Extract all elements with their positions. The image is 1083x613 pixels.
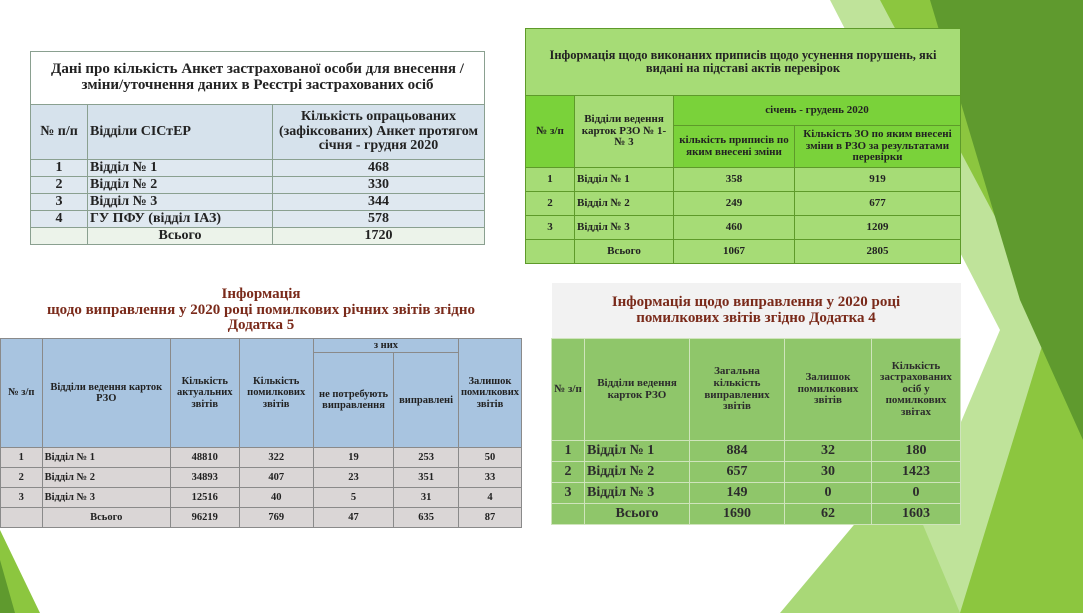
- row-remaining: 33: [458, 468, 521, 488]
- header-errors: Кількість помилкових звітів: [239, 339, 313, 448]
- prescriptions-table: [525, 28, 961, 264]
- row-num: 3: [552, 483, 585, 504]
- row-dept: Відділ № 3: [88, 194, 273, 211]
- row-persons: 1423: [872, 462, 961, 483]
- row-errors: 322: [239, 448, 313, 468]
- row-remaining: 0: [785, 483, 872, 504]
- header-of-them: з них: [313, 339, 458, 353]
- total-row: [526, 240, 961, 264]
- header-persons: Кількість застрахованих осіб у помилкових звітах: [872, 339, 961, 441]
- table-row: [1, 488, 522, 508]
- header-remaining: Залишок помилкових звітів: [458, 339, 521, 448]
- row-c2: 919: [795, 168, 961, 192]
- total-label: Всього: [42, 508, 170, 528]
- total-row: [1, 508, 522, 528]
- prescriptions-table-title: Інформація щодо виконаних приписів щодо усунення порушень, які видані на підставі актів перевірок: [526, 29, 961, 96]
- row-nofix: 5: [313, 488, 393, 508]
- header-total: Загальна кількість виправлених звітів: [690, 339, 785, 441]
- table-row: [31, 160, 485, 177]
- row-actual: 12516: [170, 488, 239, 508]
- total-total: 1690: [690, 504, 785, 525]
- total-c2: 2805: [795, 240, 961, 264]
- row-remaining: 4: [458, 488, 521, 508]
- total-actual: 96219: [170, 508, 239, 528]
- row-nofix: 23: [313, 468, 393, 488]
- row-fixed: 351: [394, 468, 459, 488]
- row-dept: Відділ № 2: [42, 468, 170, 488]
- row-total: 884: [690, 441, 785, 462]
- total-remaining: 87: [458, 508, 521, 528]
- total-empty: [552, 504, 585, 525]
- row-c2: 677: [795, 192, 961, 216]
- annual-reports-table: [0, 283, 522, 528]
- row-value: 344: [273, 194, 485, 211]
- table-row: [552, 483, 961, 504]
- questionnaires-table-title: Дані про кількість Анкет застрахованої особи для внесення /зміни/уточнення даних в Реєстрі застрахованих осіб: [31, 52, 485, 105]
- header-num: № з/п: [552, 339, 585, 441]
- row-errors: 40: [239, 488, 313, 508]
- row-total: 657: [690, 462, 785, 483]
- row-num: 1: [552, 441, 585, 462]
- row-c2: 1209: [795, 216, 961, 240]
- row-total: 149: [690, 483, 785, 504]
- questionnaires-table: [30, 51, 485, 245]
- row-dept: Відділ № 1: [42, 448, 170, 468]
- header-no-fix: не потребують виправлення: [313, 353, 393, 448]
- total-label: Всього: [585, 504, 690, 525]
- row-persons: 0: [872, 483, 961, 504]
- header-remaining: Залишок помилкових звітів: [785, 339, 872, 441]
- row-remaining: 32: [785, 441, 872, 462]
- annual-reports-table-title: [1, 283, 522, 339]
- row-c1: 460: [674, 216, 795, 240]
- table-row: [552, 441, 961, 462]
- row-dept: Відділ № 2: [585, 462, 690, 483]
- total-value: 1720: [273, 228, 485, 245]
- total-errors: 769: [239, 508, 313, 528]
- header-dept: Відділи ведення карток РЗО: [585, 339, 690, 441]
- row-num: 2: [526, 192, 575, 216]
- row-dept: Відділ № 2: [88, 177, 273, 194]
- header-actual: Кількість актуальних звітів: [170, 339, 239, 448]
- total-nofix: 47: [313, 508, 393, 528]
- header-period: січень - грудень 2020: [674, 96, 961, 126]
- header-num: № з/п: [526, 96, 575, 168]
- header-dept: Відділи ведення карток РЗО: [42, 339, 170, 448]
- row-num: 2: [31, 177, 88, 194]
- row-dept: Відділ № 1: [585, 441, 690, 462]
- total-row: [552, 504, 961, 525]
- row-fixed: 253: [394, 448, 459, 468]
- table-row: [526, 168, 961, 192]
- total-c1: 1067: [674, 240, 795, 264]
- row-remaining: 30: [785, 462, 872, 483]
- row-num: 1: [526, 168, 575, 192]
- table-row: [1, 448, 522, 468]
- row-dept: Відділ № 1: [88, 160, 273, 177]
- title-line-1: Інформація: [221, 285, 301, 302]
- row-value: 330: [273, 177, 485, 194]
- header-fixed: виправлені: [394, 353, 459, 448]
- row-value: 468: [273, 160, 485, 177]
- table-row: [31, 211, 485, 228]
- header-dept: Відділи СІСтЕР: [88, 105, 273, 160]
- row-c1: 358: [674, 168, 795, 192]
- table-row: [31, 194, 485, 211]
- row-num: 2: [1, 468, 43, 488]
- row-c1: 249: [674, 192, 795, 216]
- total-label: Всього: [575, 240, 674, 264]
- header-dept: Відділи ведення карток РЗО № 1- № 3: [575, 96, 674, 168]
- total-persons: 1603: [872, 504, 961, 525]
- header-count: Кількість опрацьованих (зафіксованих) Анкет протягом січня - грудня 2020: [273, 105, 485, 160]
- total-remaining: 62: [785, 504, 872, 525]
- total-empty: [526, 240, 575, 264]
- total-row: [31, 228, 485, 245]
- title-line-3: Додатка 5: [227, 317, 295, 334]
- row-dept: Відділ № 1: [575, 168, 674, 192]
- row-fixed: 31: [394, 488, 459, 508]
- row-persons: 180: [872, 441, 961, 462]
- header-num: № п/п: [31, 105, 88, 160]
- table-row: [526, 216, 961, 240]
- row-num: 3: [31, 194, 88, 211]
- row-remaining: 50: [458, 448, 521, 468]
- title-line-2: помилкових звітів згідно Додатка 4: [636, 309, 876, 326]
- row-nofix: 19: [313, 448, 393, 468]
- total-empty: [31, 228, 88, 245]
- row-actual: 34893: [170, 468, 239, 488]
- row-num: 4: [31, 211, 88, 228]
- title-line-1: Інформація щодо виправлення у 2020 році: [611, 293, 901, 310]
- row-num: 1: [31, 160, 88, 177]
- table-row: [552, 462, 961, 483]
- row-num: 1: [1, 448, 43, 468]
- total-fixed: 635: [394, 508, 459, 528]
- row-num: 2: [552, 462, 585, 483]
- row-errors: 407: [239, 468, 313, 488]
- table-row: [526, 192, 961, 216]
- header-num: № з/п: [1, 339, 43, 448]
- appendix4-reports-table: [551, 283, 961, 525]
- row-value: 578: [273, 211, 485, 228]
- header-insured: Кількість ЗО по яким внесені зміни в РЗО за результатами перевірки: [795, 126, 961, 168]
- title-line-2: щодо виправлення у 2020 році помилкових річних звітів згідно: [47, 301, 475, 318]
- row-dept: Відділ № 2: [575, 192, 674, 216]
- row-actual: 48810: [170, 448, 239, 468]
- total-label: Всього: [88, 228, 273, 245]
- table-row: [31, 177, 485, 194]
- row-dept: Відділ № 3: [585, 483, 690, 504]
- appendix4-table-title: [552, 283, 961, 339]
- row-num: 3: [1, 488, 43, 508]
- total-empty: [1, 508, 43, 528]
- row-num: 3: [526, 216, 575, 240]
- row-dept: Відділ № 3: [42, 488, 170, 508]
- header-prescriptions: кількість приписів по яким внесені зміни: [674, 126, 795, 168]
- row-dept: Відділ № 3: [575, 216, 674, 240]
- row-dept: ГУ ПФУ (відділ ІАЗ): [88, 211, 273, 228]
- table-row: [1, 468, 522, 488]
